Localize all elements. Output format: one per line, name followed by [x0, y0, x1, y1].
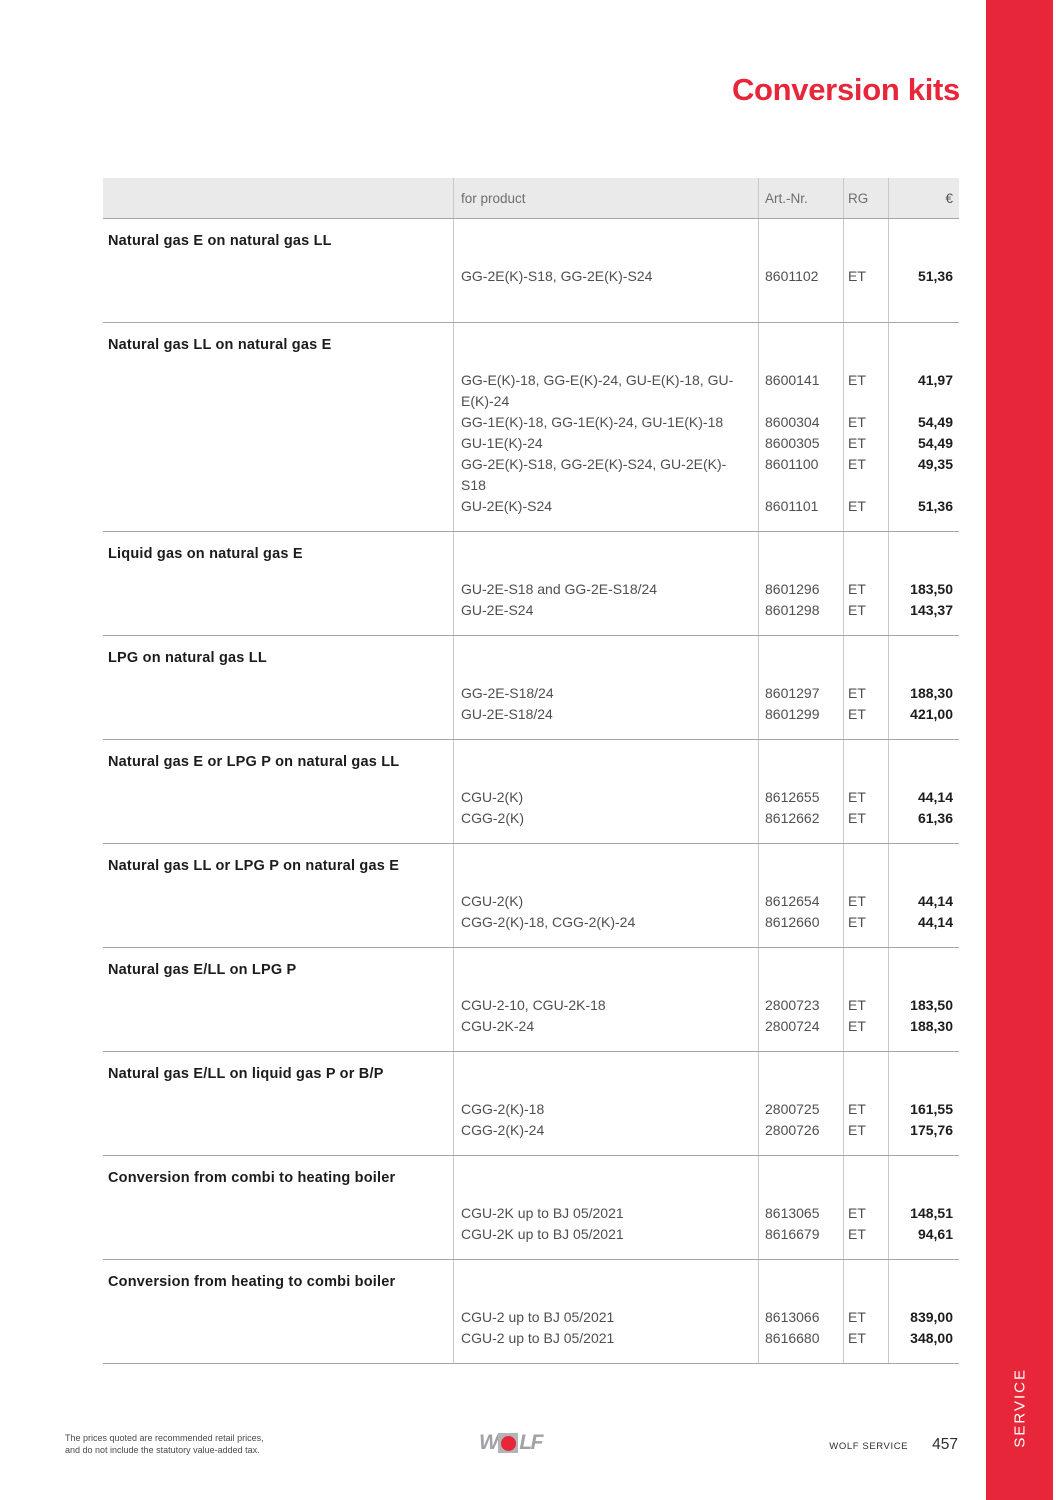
- table-section: [103, 531, 959, 635]
- product-cell: GG-2E(K)-S18, GG-2E(K)-S24, GU-2E(K)-S18: [461, 456, 727, 493]
- product-cell: CGG-2(K)-18, CGG-2(K)-24: [461, 914, 636, 930]
- rg-cell: ET: [848, 685, 866, 701]
- section-label: Natural gas E or LPG P on natural gas LL: [108, 754, 400, 770]
- table-row: [453, 454, 959, 496]
- price-cell: 148,51: [910, 1205, 953, 1221]
- price-cell: 348,00: [910, 1330, 953, 1346]
- price-cell: 51,36: [917, 268, 953, 284]
- table-row: [453, 1307, 959, 1328]
- rg-cell: ET: [848, 1309, 866, 1325]
- table-row: [453, 1203, 959, 1224]
- section-label: Liquid gas on natural gas E: [108, 546, 303, 562]
- table-row: [453, 266, 959, 287]
- product-cell: GG-2E(K)-S18, GG-2E(K)-S24: [461, 268, 653, 284]
- table-section: [103, 739, 959, 843]
- price-cell: 161,55: [910, 1101, 953, 1117]
- table-row: [453, 1328, 959, 1349]
- rg-cell: ET: [848, 581, 866, 597]
- product-cell: CGU-2 up to BJ 05/2021: [461, 1309, 615, 1325]
- price-cell: 183,50: [910, 581, 953, 597]
- art-nr-cell: 8612660: [765, 914, 820, 930]
- product-cell: CGG-2(K)-24: [461, 1122, 545, 1138]
- table-row: [453, 370, 959, 412]
- product-cell: GU-2E-S18/24: [461, 706, 553, 722]
- art-nr-cell: 8601100: [765, 456, 819, 472]
- table-body: [103, 218, 959, 1364]
- art-nr-cell: 8613065: [765, 1205, 820, 1221]
- product-cell: CGU-2K up to BJ 05/2021: [461, 1205, 624, 1221]
- rg-cell: ET: [848, 810, 866, 826]
- col-header-art-nr: Art.-Nr.: [765, 190, 808, 206]
- section-label: Conversion from combi to heating boiler: [108, 1170, 396, 1186]
- table-row: [453, 433, 959, 454]
- wolf-logo-letter-w: W: [479, 1431, 498, 1454]
- product-cell: CGU-2K-24: [461, 1018, 535, 1034]
- art-nr-cell: 8601101: [765, 498, 819, 514]
- product-cell: GU-1E(K)-24: [461, 435, 543, 451]
- art-nr-cell: 8616679: [765, 1226, 820, 1242]
- table-row: [453, 412, 959, 433]
- section-entries: [453, 370, 959, 517]
- table-section: [103, 947, 959, 1051]
- rg-cell: ET: [848, 1018, 866, 1034]
- price-cell: 54,49: [917, 435, 953, 451]
- table-row: [453, 891, 959, 912]
- section-entries: [453, 1203, 959, 1245]
- product-cell: CGU-2(K): [461, 893, 524, 909]
- section-entries: [453, 579, 959, 621]
- section-label: Natural gas LL on natural gas E: [108, 337, 332, 353]
- price-cell: 175,76: [910, 1122, 953, 1138]
- service-sidebar: [986, 0, 1053, 1500]
- table-row: [453, 600, 959, 621]
- section-label: LPG on natural gas LL: [108, 650, 267, 666]
- section-label: Natural gas E/LL on LPG P: [108, 962, 297, 978]
- art-nr-cell: 2800723: [765, 997, 820, 1013]
- section-entries: [453, 1307, 959, 1349]
- wolf-logo-red-dot-icon: [501, 1436, 516, 1451]
- page-number: 457: [932, 1436, 958, 1453]
- price-cell: 94,61: [917, 1226, 953, 1242]
- rg-cell: ET: [848, 1122, 866, 1138]
- product-cell: CGG-2(K): [461, 810, 524, 826]
- product-cell: GU-2E-S18 and GG-2E-S18/24: [461, 581, 658, 597]
- art-nr-cell: 8601102: [765, 268, 819, 284]
- rg-cell: ET: [848, 914, 866, 930]
- rg-cell: ET: [848, 997, 866, 1013]
- table-row: [453, 912, 959, 933]
- table-section: [103, 218, 959, 322]
- section-label: Natural gas LL or LPG P on natural gas E: [108, 858, 400, 874]
- rg-cell: ET: [848, 1330, 866, 1346]
- price-cell: 188,30: [910, 685, 953, 701]
- table-row: [453, 787, 959, 808]
- table-section: [103, 843, 959, 947]
- conversion-kits-table: [103, 178, 959, 1364]
- price-cell: 44,14: [917, 893, 953, 909]
- rg-cell: ET: [848, 1205, 866, 1221]
- product-cell: GU-2E-S24: [461, 602, 534, 618]
- table-row: [453, 579, 959, 600]
- product-cell: CGU-2-10, CGU-2K-18: [461, 997, 606, 1013]
- art-nr-cell: 8600304: [765, 414, 820, 430]
- product-cell: CGG-2(K)-18: [461, 1101, 545, 1117]
- table-row: [453, 808, 959, 829]
- section-entries: [453, 891, 959, 933]
- art-nr-cell: 2800724: [765, 1018, 820, 1034]
- art-nr-cell: 8613066: [765, 1309, 820, 1325]
- product-cell: GG-E(K)-18, GG-E(K)-24, GU-E(K)-18, GU-E(K)-24: [461, 372, 734, 409]
- price-disclaimer-line1: The prices quoted are recommended retail prices,: [65, 1433, 264, 1443]
- rg-cell: ET: [848, 435, 866, 451]
- section-label: Natural gas E on natural gas LL: [108, 233, 332, 249]
- price-cell: 839,00: [910, 1309, 953, 1325]
- footer-section-label: WOLF SERVICE: [829, 1441, 909, 1452]
- art-nr-cell: 2800726: [765, 1122, 820, 1138]
- price-cell: 188,30: [910, 1018, 953, 1034]
- wolf-logo: [479, 1432, 542, 1454]
- price-cell: 44,14: [917, 914, 953, 930]
- price-cell: 41,97: [917, 372, 953, 388]
- col-header-price-euro: €: [945, 190, 953, 206]
- art-nr-cell: 8601299: [765, 706, 820, 722]
- price-disclaimer: [65, 1433, 264, 1456]
- price-cell: 51,36: [917, 498, 953, 514]
- price-cell: 421,00: [910, 706, 953, 722]
- rg-cell: ET: [848, 893, 866, 909]
- wolf-logo-letters-lf: LF: [519, 1431, 542, 1454]
- table-row: [453, 704, 959, 725]
- product-cell: GG-2E-S18/24: [461, 685, 554, 701]
- rg-cell: ET: [848, 456, 866, 472]
- table-row: [453, 683, 959, 704]
- art-nr-cell: 8601298: [765, 602, 820, 618]
- table-row: [453, 1120, 959, 1141]
- table-section: [103, 1155, 959, 1259]
- rg-cell: ET: [848, 498, 866, 514]
- section-label: Natural gas E/LL on liquid gas P or B/P: [108, 1066, 384, 1082]
- art-nr-cell: 8612662: [765, 810, 820, 826]
- sidebar-service-label: SERVICE: [1011, 1368, 1028, 1448]
- page-title: Conversion kits: [731, 72, 960, 107]
- rg-cell: ET: [848, 268, 866, 284]
- price-cell: 183,50: [910, 997, 953, 1013]
- col-header-for-product: for product: [461, 190, 526, 206]
- product-cell: GG-1E(K)-18, GG-1E(K)-24, GU-1E(K)-18: [461, 414, 724, 430]
- section-entries: [453, 266, 959, 287]
- rg-cell: ET: [848, 1101, 866, 1117]
- price-cell: 61,36: [917, 810, 953, 826]
- art-nr-cell: 8600141: [765, 372, 820, 388]
- product-cell: CGU-2(K): [461, 789, 524, 805]
- art-nr-cell: 8601297: [765, 685, 820, 701]
- table-row: [453, 1099, 959, 1120]
- table-header-row: [103, 178, 959, 218]
- price-cell: 49,35: [917, 456, 953, 472]
- price-disclaimer-line2: and do not include the statutory value-added tax.: [65, 1444, 260, 1455]
- art-nr-cell: 2800725: [765, 1101, 820, 1117]
- art-nr-cell: 8616680: [765, 1330, 820, 1346]
- art-nr-cell: 8601296: [765, 581, 820, 597]
- table-row: [453, 995, 959, 1016]
- art-nr-cell: 8600305: [765, 435, 820, 451]
- rg-cell: ET: [848, 372, 866, 388]
- section-label: Conversion from heating to combi boiler: [108, 1274, 396, 1290]
- table-row: [453, 496, 959, 517]
- rg-cell: ET: [848, 789, 866, 805]
- product-cell: GU-2E(K)-S24: [461, 498, 553, 514]
- section-entries: [453, 1099, 959, 1141]
- rg-cell: ET: [848, 602, 866, 618]
- product-cell: CGU-2K up to BJ 05/2021: [461, 1226, 624, 1242]
- table-row: [453, 1016, 959, 1037]
- art-nr-cell: 8612655: [765, 789, 820, 805]
- product-cell: CGU-2 up to BJ 05/2021: [461, 1330, 615, 1346]
- price-cell: 143,37: [910, 602, 953, 618]
- section-entries: [453, 683, 959, 725]
- rg-cell: ET: [848, 414, 866, 430]
- art-nr-cell: 8612654: [765, 893, 820, 909]
- section-entries: [453, 995, 959, 1037]
- table-section: [103, 1051, 959, 1155]
- table-section: [103, 322, 959, 531]
- rg-cell: ET: [848, 1226, 866, 1242]
- footer-right: [829, 1436, 958, 1454]
- table-section: [103, 635, 959, 739]
- section-entries: [453, 787, 959, 829]
- price-cell: 54,49: [917, 414, 953, 430]
- rg-cell: ET: [848, 706, 866, 722]
- wolf-logo-o-icon: [498, 1433, 518, 1453]
- price-cell: 44,14: [917, 789, 953, 805]
- table-section: [103, 1259, 959, 1364]
- col-header-rg: RG: [848, 190, 869, 206]
- table-row: [453, 1224, 959, 1245]
